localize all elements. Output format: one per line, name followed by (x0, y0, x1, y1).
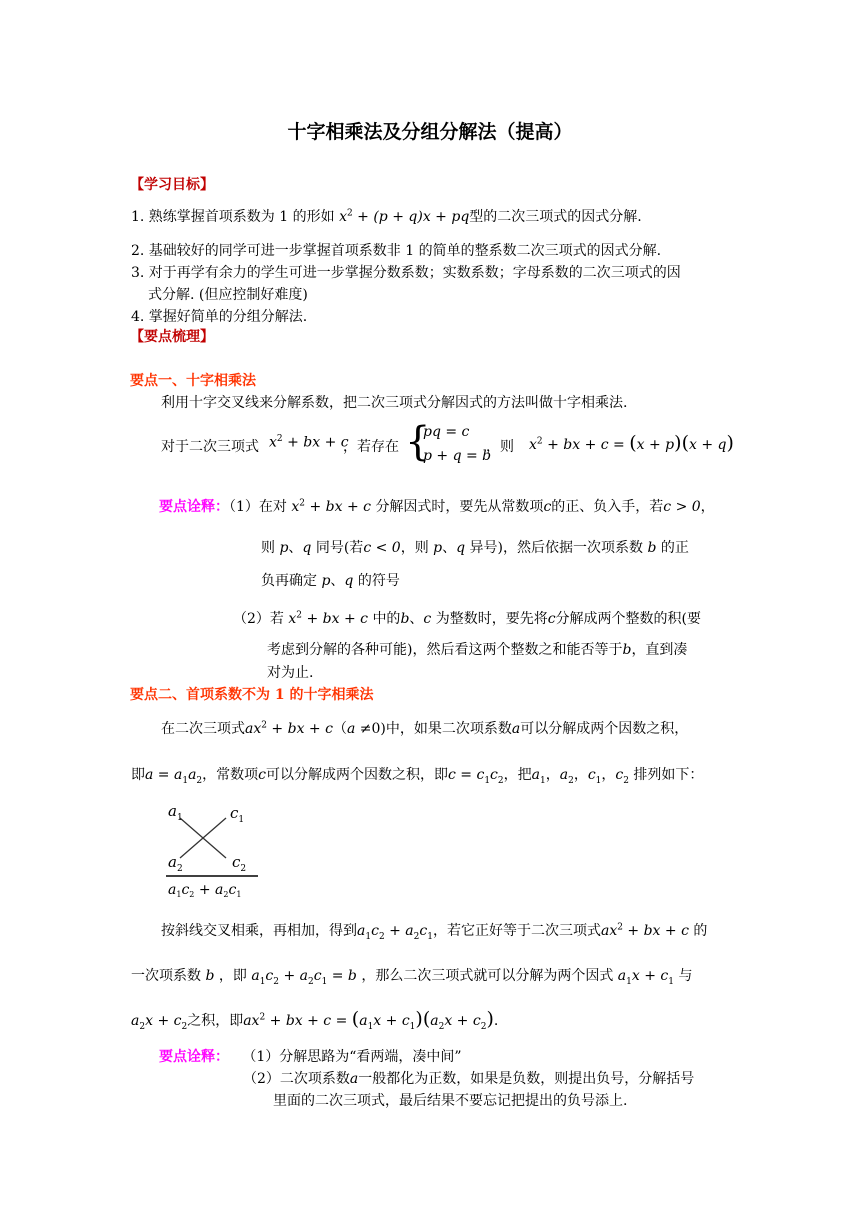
page-title: 十字相乘法及分组分解法（提高） (287, 121, 573, 143)
point1-note-1-line2: 则 p、q 同号(若c < 0，则 p、q 异号)，然后依据一次项系数 b 的正 (261, 540, 689, 556)
goals-heading: 【学习目标】 (130, 177, 214, 193)
point2-note-1: 要点诠释： （1）分解思路为“看两端，凑中间” (159, 1049, 462, 1065)
goal-1: 1. 熟练掌握首项系数为 1 的形如 $x^2 + (p + q)x$ + pq型的二次三项式的因式分解. (131, 208, 642, 225)
point2-heading: 要点二、首项系数不为 1 的十字相乘法 (130, 687, 374, 703)
point1-formula: 对于二次三项式 $x^2$ + bx + c ，若存在 { pq = c p + q = b ，则 $x^2$ + bx + c = (x + p)(x + q) (161, 419, 734, 465)
point2-para-5: $a_2x + c_2$之积，即$ax^2$ + bx + $c = (a_1x + c_1)(a_2x + c_2)$. (131, 1008, 499, 1032)
goal-3-line2: 式分解. (但应控制好难度) (148, 287, 308, 303)
label-sum: $a_1c_2 + a_2c_1$ (168, 882, 242, 899)
point2-note-2-line2: 里面的二次三项式，最后结果不要忘记把提出的负号添上. (273, 1093, 628, 1109)
point1-note-2: （2）若 $x^2$ + bx + c 中的b、c 为整数时，要先将c分解成两个整数的积(要 (233, 610, 702, 627)
goal-4: 4. 掌握好简单的分组分解法. (131, 309, 308, 325)
goal-3-line1: 3. 对于再学有余力的学生可进一步掌握分数系数；实数系数；字母系数的二次三项式的因 (131, 265, 681, 281)
label-c1: $c_1$ (230, 804, 245, 825)
point2-para-4: 一次项系数 b ，即 $a_1c_2 + a_2c_1 = b$ ，那么二次三项式就可以分解为两个因式 $a_1x + c_1$ 与 (131, 968, 693, 987)
points-heading: 【要点梳理】 (130, 329, 214, 345)
label-a2: $a_2$ (168, 853, 183, 874)
goal-2: 2. 基础较好的同学可进一步掌握首项系数非 1 的简单的整系数二次三项式的因式分解. (131, 243, 662, 259)
point1-note-1-line3: 负再确定 p、q 的符号 (261, 573, 400, 589)
point2-para-2: 即$a = a_1a_2$，常数项c可以分解成两个因数之积，即$c = c_1c_2$，把$a_1$，$a_2$，$c_1$，$c_2$ 排列如下： (131, 767, 704, 786)
point2-para-3: 按斜线交叉相乘，再相加，得到$a_1c_2 + a_2c_1$，若它正好等于二次三项式$ax^2$ + bx + c 的 (161, 922, 708, 942)
point1-heading: 要点一、十字相乘法 (130, 373, 256, 389)
point1-note-2-line3: 对为止. (267, 665, 314, 681)
point1-intro: 利用十字交叉线来分解系数，把二次三项式分解因式的方法叫做十字相乘法. (161, 395, 628, 411)
point2-para-1: 在二次三项式$ax^2$ + bx + c（a ≠0)中，如果二次项系数a可以分解成两个因数之积， (161, 720, 689, 737)
cross-diagram (164, 800, 260, 900)
point1-note-1: 要点诠释：（1）在对 $x^2$ + bx + c 分解因式时，要先从常数项c的正、负入手，若c > 0， (159, 498, 715, 515)
point2-note-2: （2）二次项系数a一般都化为正数，如果是负数，则提出负号，分解括号 (243, 1071, 695, 1087)
point1-note-2-line2: 考虑到分解的各种可能)，然后看这两个整数之和能否等于b，直到凑 (267, 642, 688, 658)
label-a1: $a_1$ (168, 802, 183, 823)
label-c2: $c_2$ (232, 853, 247, 874)
